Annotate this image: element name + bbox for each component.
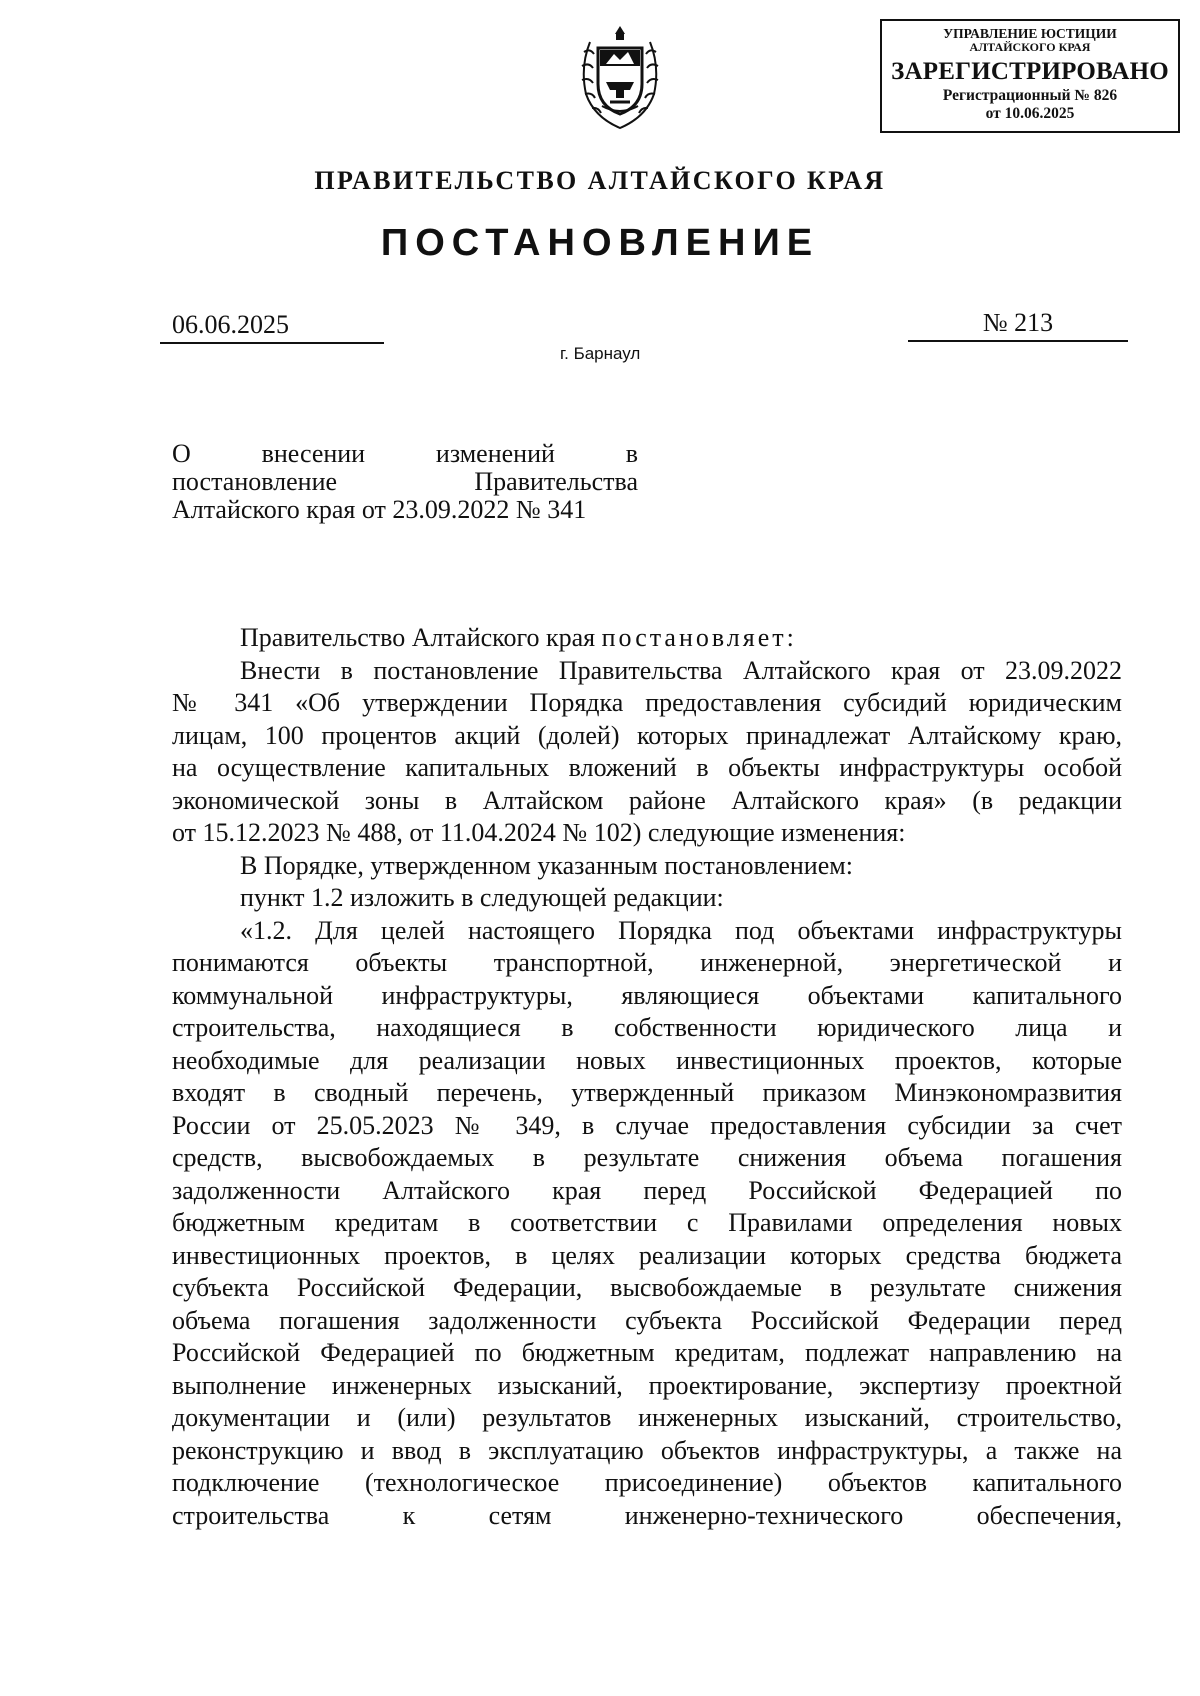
subject-line: Алтайского края от 23.09.2022 № 341 xyxy=(172,495,587,524)
body-line: строительства к сетям инженерно-технического обеспечения, xyxy=(172,1500,1122,1530)
stamp-line-region: АЛТАЙСКОГО КРАЯ xyxy=(969,40,1091,54)
body-line: Внести в постановление Правительства Алтайского края от 23.09.2022 xyxy=(240,655,1122,685)
stamp-line-reg-number: Регистрационный № 826 xyxy=(942,87,1118,104)
body-line: объема погашения задолженности субъекта Российской Федерации перед xyxy=(172,1305,1122,1335)
body-line: необходимые для реализации новых инвестиционных проектов, которые xyxy=(172,1045,1122,1075)
document-subject xyxy=(172,440,638,524)
body-line: выполнение инженерных изысканий, проектирование, экспертизу проектной xyxy=(172,1370,1122,1400)
body-line: инвестиционных проектов, в целях реализации которых средства бюджета xyxy=(172,1240,1122,1270)
subject-line: постановление Правительства xyxy=(172,467,638,496)
document-type: ПОСТАНОВЛЕНИЕ xyxy=(380,222,820,264)
body-line: реконструкцию и ввод в эксплуатацию объектов инфраструктуры, а также на xyxy=(172,1435,1122,1465)
intro-paragraph xyxy=(172,622,1122,655)
coat-of-arms-icon xyxy=(572,22,668,134)
paragraph-clause: пункт 1.2 изложить в следующей редакции: xyxy=(240,883,724,912)
body-line: России от 25.05.2023 № 349, в случае предоставления субсидии за счет xyxy=(172,1110,1122,1140)
paragraph-amendment xyxy=(172,655,1122,850)
paragraph-new-text xyxy=(172,915,1122,1533)
body-line: на осуществление капитальных вложений в объекты инфраструктуры особой xyxy=(172,753,1122,782)
body-line: субъекта Российской Федерации, высвобождаемые в результате снижения xyxy=(172,1273,1122,1302)
government-title: ПРАВИТЕЛЬСТВО АЛТАЙСКОГО КРАЯ xyxy=(314,166,886,195)
body-line: строительства, находящиеся в собственности юридического лица и xyxy=(172,1013,1122,1042)
intro-lead: Правительство Алтайского края xyxy=(240,623,602,652)
document-number: № 213 xyxy=(908,306,1128,342)
body-line: № 341 «Об утверждении Порядка предоставления субсидий юридическим xyxy=(172,688,1122,717)
body-line: экономической зоны в Алтайском районе Алтайского края» (в редакции xyxy=(172,785,1122,815)
body-line: подключение (технологическое присоединение) объектов капитального xyxy=(172,1468,1122,1497)
body-line: понимаются объекты транспортной, инженерной, энергетической и xyxy=(172,948,1122,977)
stamp-line-registered: ЗАРЕГИСТРИРОВАНО xyxy=(891,58,1169,85)
body-line: от 15.12.2023 № 488, от 11.04.2024 № 102) следующие изменения: xyxy=(172,818,906,847)
paragraph-order: В Порядке, утвержденном указанным постановлением: xyxy=(240,850,853,880)
body-line: средств, высвобождаемых в результате снижения объема погашения xyxy=(172,1143,1122,1172)
body-line: бюджетным кредитам в соответствии с Правилами определения новых xyxy=(172,1208,1122,1237)
body-line: коммунальной инфраструктуры, являющиеся объектами капитального xyxy=(172,980,1122,1010)
body-line: документации и (или) результатов инженерных изысканий, строительство, xyxy=(172,1403,1122,1432)
subject-line: О внесении изменений в xyxy=(172,439,638,468)
body-line: «1.2. Для целей настоящего Порядка под объектами инфраструктуры xyxy=(240,915,1122,945)
body-line: входят в сводный перечень, утвержденный приказом Минэкономразвития xyxy=(172,1078,1122,1107)
body-line: Российской Федерацией по бюджетным кредитам, подлежат направлению на xyxy=(172,1338,1122,1367)
registration-stamp xyxy=(880,19,1180,133)
body-line: задолженности Алтайского края перед Российской Федерацией по xyxy=(172,1175,1122,1205)
document-body xyxy=(172,622,1122,1532)
document-city: г. Барнаул xyxy=(560,344,641,363)
body-line: лицам, 100 процентов акций (долей) которых принадлежат Алтайскому краю, xyxy=(172,720,1122,750)
stamp-line-reg-date: от 10.06.2025 xyxy=(985,105,1075,122)
stamp-line-agency: УПРАВЛЕНИЕ ЮСТИЦИИ xyxy=(943,26,1117,41)
document-date: 06.06.2025 xyxy=(160,308,384,344)
intro-verb: постановляет: xyxy=(601,623,797,652)
